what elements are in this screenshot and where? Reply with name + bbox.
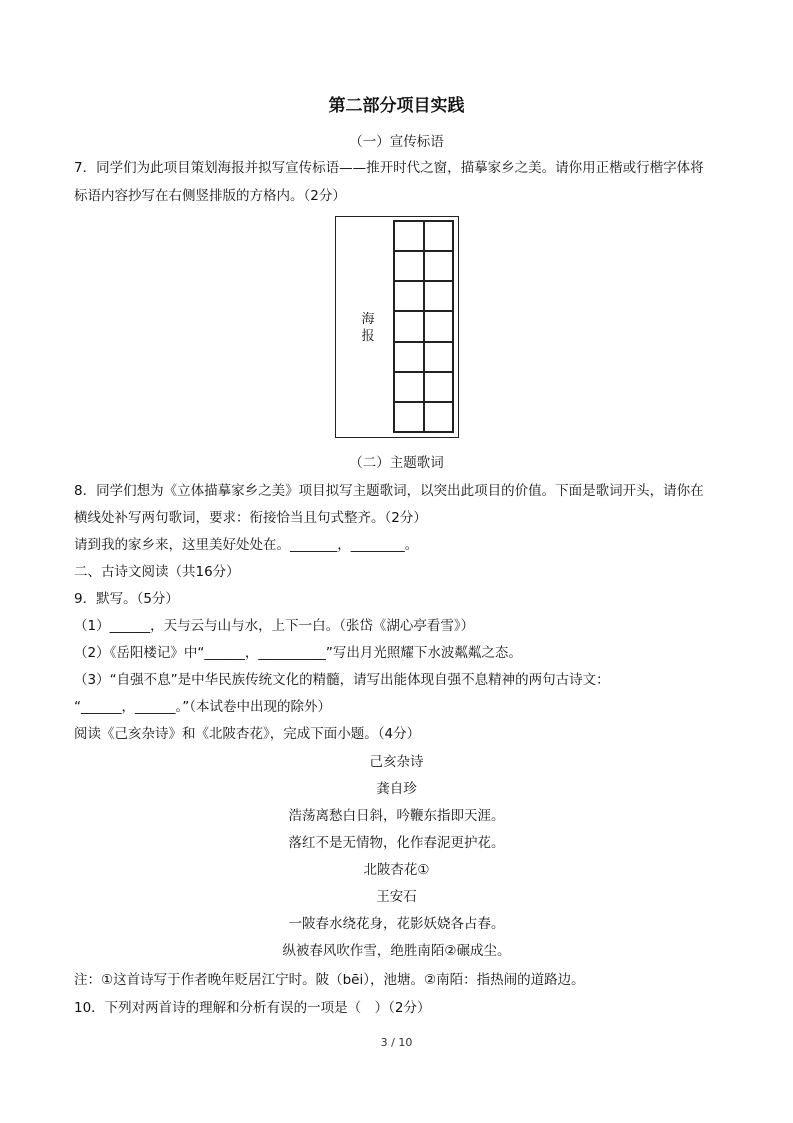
- poem-2-title: 北陂杏花①: [363, 862, 430, 878]
- grid-cell[interactable]: [424, 402, 454, 432]
- grid-cell[interactable]: [424, 281, 454, 311]
- question-7-line-2: 标语内容抄写在右侧竖排版的方格内。（2分）: [74, 188, 346, 204]
- grid-cell[interactable]: [394, 402, 424, 432]
- question-10: 10．下列对两首诗的理解和分析有误的一项是（ ）（2分）: [74, 1000, 431, 1016]
- question-9-item-3a: （3）“自强不息”是中华民族传统文化的精髓，请写出能体现自强不息精神的两句古诗文：: [74, 672, 610, 688]
- poem-2-author: 王安石: [376, 889, 417, 905]
- grid-cell[interactable]: [394, 372, 424, 402]
- grid-cell[interactable]: [394, 342, 424, 372]
- poem-2-line-1: 一陂春水绕花身，花影妖娆各占春。: [288, 916, 505, 932]
- poem-note: 注：①这首诗写于作者晚年贬居江宁时。陂（bēi），池塘。②南陌：指热闹的道路边。: [74, 972, 585, 988]
- grid-cell[interactable]: [424, 251, 454, 281]
- question-9-item-1: （1）______，天与云与山与水，上下一白。（张岱《湖心亭看雪》）: [74, 618, 475, 634]
- reading-intro: 阅读《己亥杂诗》和《北陂杏花》，完成下面小题。（4分）: [74, 726, 421, 742]
- section-title: 第二部分项目实践: [328, 96, 465, 116]
- poem-1-title: 己亥杂诗: [369, 754, 424, 770]
- question-8-line-2: 横线处补写两句歌词，要求：衔接恰当且句式整齐。（2分）: [74, 510, 427, 526]
- grid-cell[interactable]: [424, 342, 454, 372]
- part-2-heading: 二、古诗文阅读（共16分）: [74, 564, 240, 580]
- subsection-lyrics-heading: （二）主题歌词: [349, 455, 444, 471]
- grid-cell[interactable]: [424, 311, 454, 341]
- grid-cell[interactable]: [424, 372, 454, 402]
- question-9-heading: 9．默写。（5分）: [74, 591, 179, 607]
- poem-1-author: 龚自珍: [376, 781, 417, 797]
- question-9-item-2: （2）《岳阳楼记》中“______，__________”写出月光照耀下水波粼粼之态。: [74, 645, 522, 661]
- subsection-slogan-heading: （一）宣传标语: [349, 134, 444, 150]
- question-7-line-1: 7．同学们为此项目策划海报并拟写宣传标语——推开时代之窗，描摹家乡之美。请你用正楷或行楷字体将: [74, 160, 704, 176]
- grid-cell[interactable]: [424, 221, 454, 251]
- poster-label: 海报: [361, 312, 375, 344]
- question-9-item-3b: “______，______。”（本试卷中出现的除外）: [74, 699, 331, 715]
- question-8-line-1: 8．同学们想为《立体描摹家乡之美》项目拟写主题歌词，以突出此项目的价值。下面是歌词开头，请你在: [74, 483, 704, 499]
- poem-1-line-2: 落红不是无情物，化作春泥更护花。: [288, 835, 505, 851]
- slogan-writing-grid[interactable]: [393, 220, 454, 433]
- page-number: 3 / 10: [380, 1036, 413, 1049]
- grid-cell[interactable]: [394, 251, 424, 281]
- question-8-line-3: 请到我的家乡来，这里美好处处在。_______，________。: [74, 537, 419, 553]
- grid-cell[interactable]: [394, 221, 424, 251]
- grid-cell[interactable]: [394, 281, 424, 311]
- poem-2-line-2: 纵被春风吹作雪，绝胜南陌②碾成尘。: [282, 943, 511, 959]
- poem-1-line-1: 浩荡离愁白日斜，吟鞭东指即天涯。: [288, 808, 505, 824]
- grid-cell[interactable]: [394, 311, 424, 341]
